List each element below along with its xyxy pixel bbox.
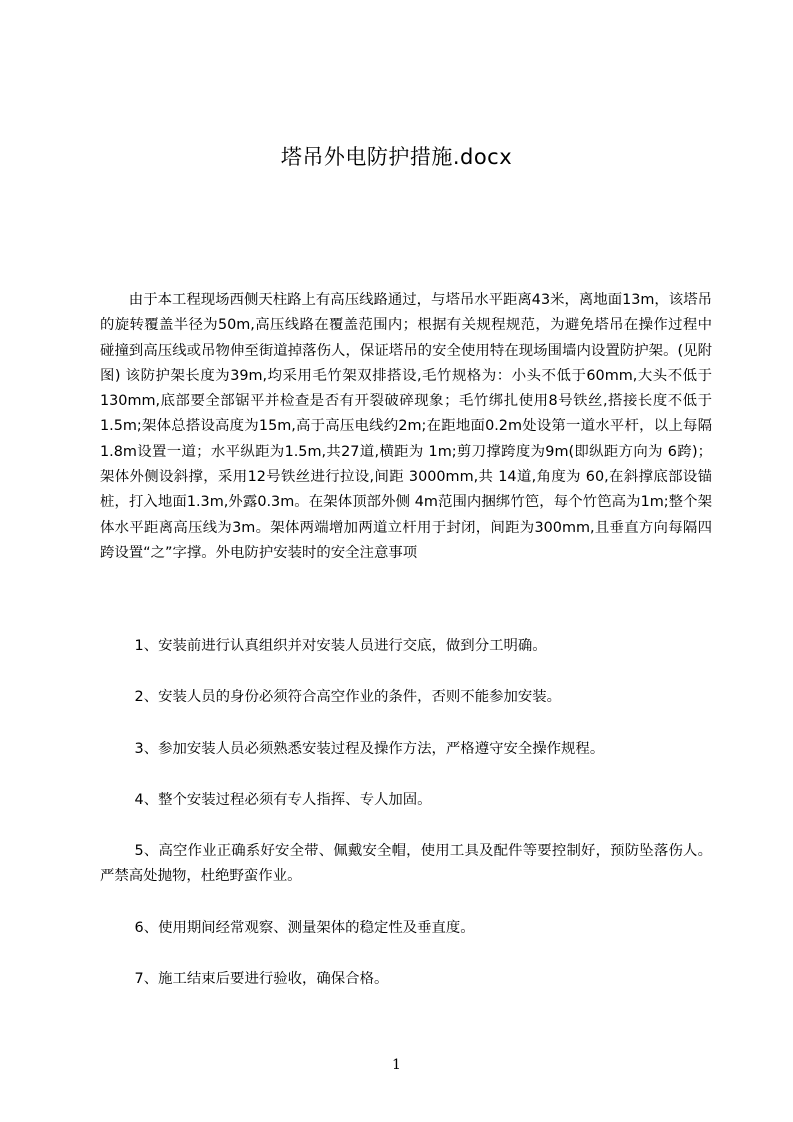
list-item: 3、参加安装人员必须熟悉安装过程及操作方法，严格遵守安全操作规程。	[134, 740, 605, 757]
list-item: 1、安装前进行认真组织并对安装人员进行交底，做到分工明确。	[134, 638, 547, 654]
list-item: 7、施工结束后要进行验收，确保合格。	[134, 971, 389, 988]
list-item: 2、安装人员的身份必须符合高空作业的条件，否则不能参加安装。	[134, 689, 562, 706]
intro-paragraph: 由于本工程现场西侧天柱路上有高压线路通过，与塔吊水平距离43米，离地面13m，该塔吊的旋转覆盖半径为50m,高压线路在覆盖范围内；根据有关规程规范，为避免塔吊在操作过程中碰撞到高压线或吊物伸至街道掉落伤人，保证塔吊的安全使用特在现场围墙内设置防护架。(见附图) 该防护架长度为39m,均采用毛竹架双排搭设,毛竹规格为：小头不低于60mm,大头不低于130mm,底部要全部锯平并检查是否有开裂破碎现象；毛竹绑扎使用8号铁丝,搭接长度不低于 1.5m;架体总搭设高度为15m,高于高压电线约2m;在距地面0.2m处设第一道水平杆，以上每隔1.8m设置一道；水平纵距为1.5m,共27道,横距为 1m;剪刀撑跨度为9m(即纵距方向为 6跨)；架体外侧设斜撑，采用12号铁丝进行拉设,间距 3000mm,共 14道,角度为 60,在斜撑底部设锚桩，打入地面1.3m,外露0.3m。在架体顶部外侧 4m范围内捆绑竹笆，每个竹笆高为1m;整个架体水平距离高压线为3m。架体两端增加两道立杆用于封闭，间距为300mm,且垂直方向每隔四跨设置“之”字撑。外电防护安装时的安全注意事项	[100, 292, 712, 561]
safety-items-list	[100, 634, 712, 1018]
list-item: 6、使用期间经常观察、测量架体的稳定性及垂直度。	[134, 919, 475, 936]
page-number: 1	[392, 1057, 401, 1073]
document-title: 塔吊外电防护措施.docx	[280, 145, 513, 169]
list-item: 4、整个安装过程必须有专人指挥、专人加固。	[134, 791, 432, 808]
list-item: 5、高空作业正确系好安全带、佩戴安全帽，使用工具及配件等要控制好，预防坠落伤人。严禁高处抛物，杜绝野蛮作业。	[100, 843, 712, 885]
